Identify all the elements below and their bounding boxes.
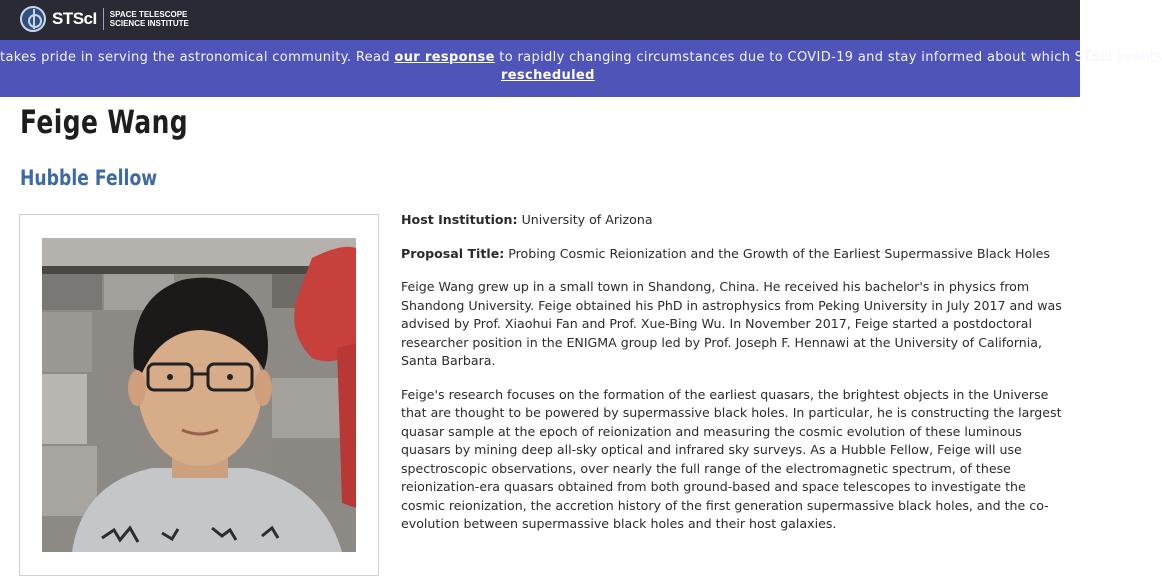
proposal-title-label: Proposal Title: — [401, 245, 505, 261]
portrait-illustration — [42, 238, 356, 552]
stsci-logo[interactable] — [20, 5, 189, 33]
proposal-title — [401, 245, 1073, 264]
banner-text — [0, 50, 1162, 65]
bio-paragraph-1: Feige Wang grew up in a small town in Shandong, China. He received his bachelor's in physics from Shandong University. Feige obtained his PhD in astrophysics from Peking University in July 2017 and was advised by Prof. Xiaohui Fan and Prof. Xue-Bing Wu. In November 2017, Feige started a postdoctoral researcher position in the ENIGMA group led by Prof. Joseph F. Hennawi at the University of California, Santa Barbara. — [401, 279, 1062, 368]
host-institution-label: Host Institution: — [401, 212, 518, 227]
logo-divider — [103, 8, 104, 30]
page-title: Feige Wang — [20, 103, 189, 141]
portrait-frame — [19, 214, 379, 576]
fellow-role-heading: Hubble Fellow — [20, 166, 158, 190]
rescheduled-link[interactable]: rescheduled — [501, 68, 595, 83]
stsci-emblem-icon — [20, 6, 46, 32]
covid-alert-banner — [0, 40, 1162, 97]
bio-paragraph-2: Feige's research focuses on the formation of the earliest quasars, the brightest objects in the Universe that are thought to be powered by supermassive black holes. In particular, he is constructing the largest quasar sample at the epoch of reionization and measuring the cosmic evolution of these luminous quasars by mining deep all-sky optical and infrared sky surveys. As a Hubble Fellow, Feige will use spectroscopic observations, over nearly the full range of the electromagnetic spectrum, of these reionization-era quasars obtained from both ground-based and space telescopes to investigate the cosmic reionization, the accretion history of the first generation supermassive black holes, and the co-evolution between supermassive black holes and their host galaxies. — [401, 386, 1062, 531]
logo-text: STScI — [52, 9, 97, 28]
host-institution-value: University of Arizona — [517, 212, 653, 227]
banner-text-after: to rapidly changing circumstances due to COVID-19 and stay informed about which STScI events — [494, 50, 1162, 65]
profile-details — [401, 211, 1073, 549]
site-header — [0, 0, 1080, 40]
proposal-title-value: Probing Cosmic Reionization and the Growth of the Earliest Supermassive Black Holes — [504, 245, 1050, 261]
portrait-photo — [42, 238, 356, 552]
host-institution — [401, 211, 1073, 230]
banner-line-2 — [501, 68, 595, 83]
logo-subtitle-line-1: SPACE TELESCOPE — [109, 10, 188, 19]
logo-subtitle-line-2: SCIENCE INSTITUTE — [109, 19, 189, 28]
our-response-link[interactable]: our response — [394, 50, 495, 65]
logo-subtitle — [110, 10, 189, 28]
banner-text-before: takes pride in serving the astronomical community. Read — [0, 50, 395, 65]
